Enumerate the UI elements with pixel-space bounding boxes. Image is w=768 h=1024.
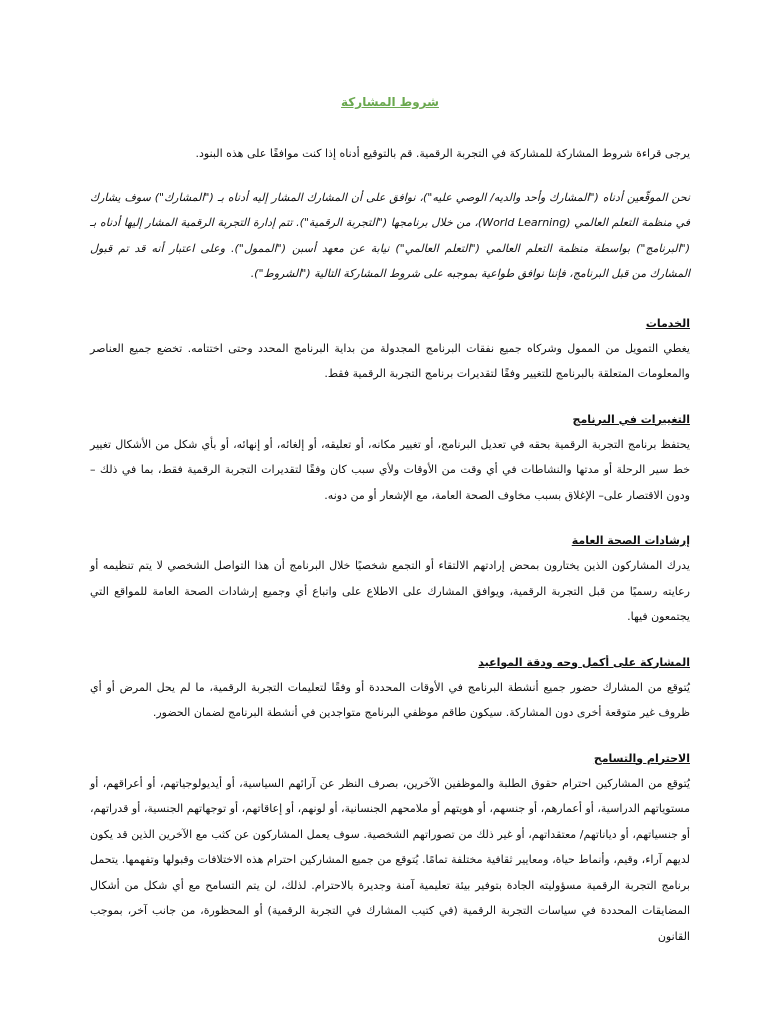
section-heading: الخدمات xyxy=(645,316,690,330)
participant-agreement-paragraph: نحن الموقّعين أدناه ("المشارك وأحد والديه/ الوصي عليه")، نوافق على أن المشارك المشار إليه أدناه بـ ("المشارك") سوف يشارك في منظمة التعلم العالمي (World Learning)، من خلال برنامجها ("التجربة الرقمية"). تتم إدارة التجربة الرقمية المشار إليها أدناه بـ ("البرنامج") بواسطة منظمة التعلم العالمي ("التعلم العالمي") نيابة عن معهد أسبن ("الممول"). وعلى اعتبار أنه قد تم قبول المشارك من قبل البرنامج، فإننا نوافق طواعية بموجبه على شروط المشاركة التالية ("الشروط"). xyxy=(90,190,690,280)
section-body: يُتوقع من المشارك حضور جميع أنشطة البرنامج في الأوقات المحددة أو وفقًا لتعليمات التجربة الرقمية، ما لم يحل المرض أو أي ظروف غير متوقعة أخرى دون المشاركة. سيكون طاقم موظفي البرنامج متواجدين في أنشطة البرنامج لضمان الحضور. xyxy=(90,680,690,719)
section-public-health xyxy=(90,528,690,630)
section-body: يدرك المشاركون الذين يختارون بمحض إرادتهم الالتقاء أو التجمع شخصيًا خلال البرنامج أن هذا التواصل الشخصي لا يتم تنظيمه أو رعايته رسميًا من قبل التجربة الرقمية، ويوافق المشارك على الاطلاع على واتباع أي وجميع إرشادات الصحة العامة للمواقع التي يجتمعون فيها. xyxy=(90,559,690,623)
section-heading: التغييرات في البرنامج xyxy=(572,412,690,426)
section-heading: المشاركة على أكمل وجه ودقة المواعيد xyxy=(478,655,690,669)
section-body: يغطي التمويل من الممول وشركاه جميع نفقات البرنامج المجدولة من بداية البرنامج المحدد وحتى اختتامه. تخضع جميع العناصر والمعلومات المتعلقة بالبرنامج للتغيير وفقًا لتقديرات برنامج التجربة الرقمية فقط. xyxy=(90,341,690,380)
section-participation-punctuality xyxy=(90,650,690,726)
section-respect-tolerance xyxy=(90,746,690,950)
section-body: يُتوقع من المشاركين احترام حقوق الطلبة والموظفين الآخرين، بصرف النظر عن آرائهم السياسية، أو أيديولوجياتهم، أو أعراقهم، أو مستوياتهم الدراسية، أو أعمارهم، أو جنسهم، أو هويتهم أو ملامحهم الجنسانية، أو لونهم، أو إعاقاتهم، أو توجهاتهم الجنسية، أو قدراتهم، أو جنسياتهم، أو دياناتهم/ معتقداتهم، أو غير ذلك من تصوراتهم الشخصية. سوف يعمل المشاركون عن كثب مع الآخرين الذين قد يكون لديهم آراء، وقيم، وأنماط حياة، ومعايير ثقافية مختلفة تمامًا. يُتوقع من جميع المشاركين احترام هذه الاختلافات وقبولها وتفهمها. يتحمل برنامج التجربة الرقمية مسؤوليته الجادة بتوفير بيئة تعليمية آمنة وجديرة بالاحترام. لذلك، لن يتم التسامح مع أي شكل من أشكال المضايقات المحددة في سياسات التجربة الرقمية (في كتيب المشارك في التجربة الرقمية) أو المحظورة، من جانب آخر، بموجب القانون xyxy=(90,776,690,943)
intro-paragraph: يرجى قراءة شروط المشاركة للمشاركة في التجربة الرقمية. قم بالتوقيع أدناه إذا كنت موافقًا على هذه البنود. xyxy=(195,147,690,160)
document-page xyxy=(90,90,690,949)
section-body: يحتفظ برنامج التجربة الرقمية بحقه في تعديل البرنامج، أو تغيير مكانه، أو تعليقه، أو إلغائه، أو إنهائه، أو بأي شكل من الأشكال تغيير خط سير الرحلة أو مدتها والنشاطات في أي وقت من الأوقات ولأي سبب كان وفقًا لتقديرات التجربة الرقمية فقط، بما في ذلك –ودون الاقتصار على– الإغلاق بسبب مخاوف الصحة العامة، مع الإشعار أو من دونه. xyxy=(90,437,690,502)
document-title: شروط المشاركة xyxy=(341,95,439,109)
section-heading: الاحترام والتسامح xyxy=(593,751,690,765)
section-heading: إرشادات الصحة العامة xyxy=(571,534,690,547)
section-services xyxy=(90,311,690,387)
section-program-changes xyxy=(90,407,690,509)
